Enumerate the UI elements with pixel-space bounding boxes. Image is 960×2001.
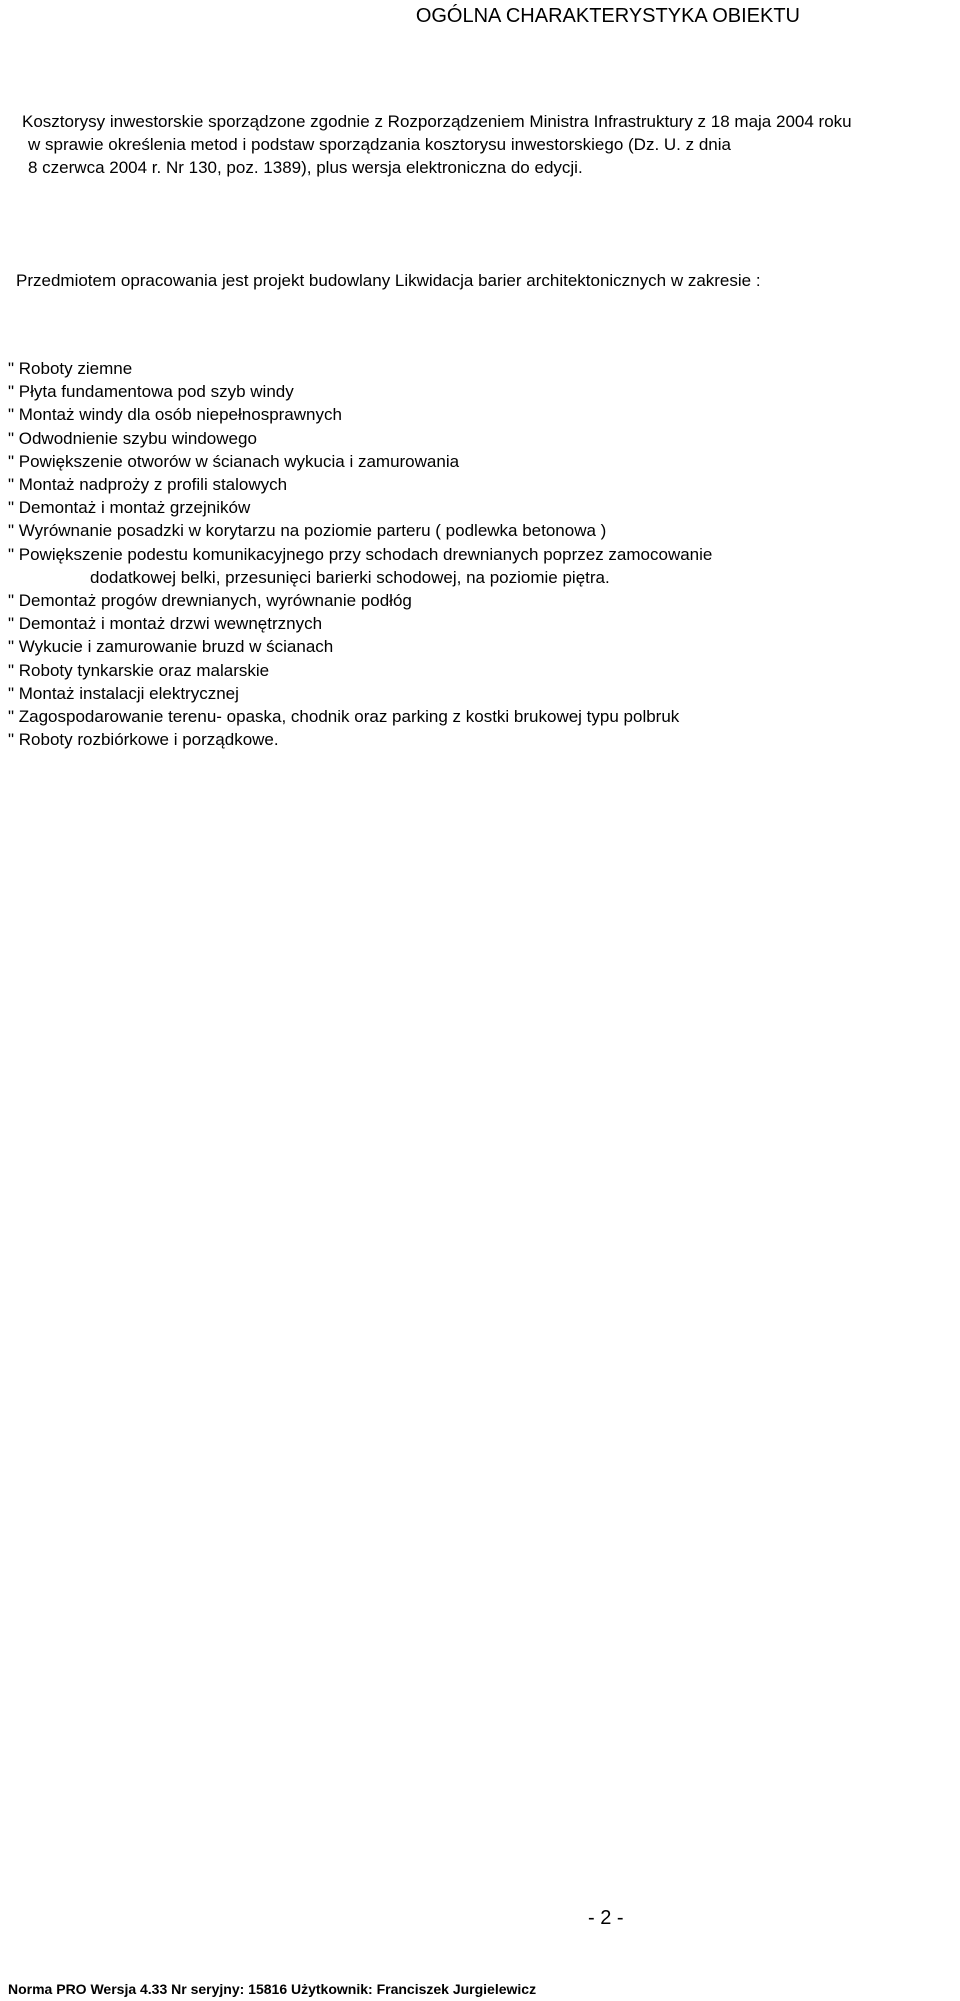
scope-list — [8, 357, 712, 751]
page-number: - 2 - — [588, 1907, 624, 1929]
page-title: OGÓLNA CHARAKTERYSTYKA OBIEKTU — [415, 5, 800, 27]
list-item-continuation: dodatkowej belki, przesunięci barierki schodowej, na poziomie piętra. — [90, 567, 610, 587]
list-item-text: " Powiększenie podestu komunikacyjnego przy schodach drewnianych poprzez zamocowanie — [8, 544, 713, 564]
list-item: " Demontaż progów drewnianych, wyrównanie podłóg — [8, 591, 412, 611]
list-item: " Zagospodarowanie terenu- opaska, chodnik oraz parking z kostki brukowej typu polbruk — [8, 707, 680, 727]
list-item: " Montaż instalacji elektrycznej — [8, 683, 239, 703]
list-item: " Roboty tynkarskie oraz malarskie — [8, 660, 270, 680]
list-item: " Odwodnienie szybu windowego — [8, 428, 257, 448]
list-item: " Montaż nadproży z profili stalowych — [8, 475, 288, 495]
list-item: " Wykucie i zamurowanie bruzd w ścianach — [8, 637, 334, 657]
list-item: " Wyrównanie posadzki w korytarzu na poziomie parteru ( podlewka betonowa ) — [8, 521, 607, 541]
intro-line: w sprawie określenia metod i podstaw sporządzania kosztorysu inwestorskiego (Dz. U. z dnia — [28, 135, 731, 154]
list-item: " Powiększenie otworów w ścianach wykucia i zamurowania — [8, 451, 460, 471]
list-item: " Roboty ziemne — [8, 359, 133, 378]
list-item: " Demontaż i montaż drzwi wewnętrznych — [8, 614, 323, 634]
list-item — [8, 543, 712, 589]
intro-line: 8 czerwca 2004 r. Nr 130, poz. 1389), plus wersja elektroniczna do edycji. — [28, 158, 583, 177]
intro-paragraph — [22, 110, 956, 179]
footer-info: Norma PRO Wersja 4.33 Nr seryjny: 15816 Użytkownik: Franciszek Jurgielewicz — [8, 1981, 537, 1997]
list-item: " Montaż windy dla osób niepełnosprawnych — [8, 405, 342, 425]
list-item: " Płyta fundamentowa pod szyb windy — [8, 382, 294, 402]
list-item: " Roboty rozbiórkowe i porządkowe. — [8, 730, 279, 750]
intro-line: Kosztorysy inwestorskie sporządzone zgodnie z Rozporządzeniem Ministra Infrastruktury z 18 maja 2004 roku — [22, 112, 852, 131]
subject-statement: Przedmiotem opracowania jest projekt budowlany Likwidacja barier architektonicznych w zakresie : — [16, 271, 761, 290]
list-item: " Demontaż i montaż grzejników — [8, 498, 251, 518]
